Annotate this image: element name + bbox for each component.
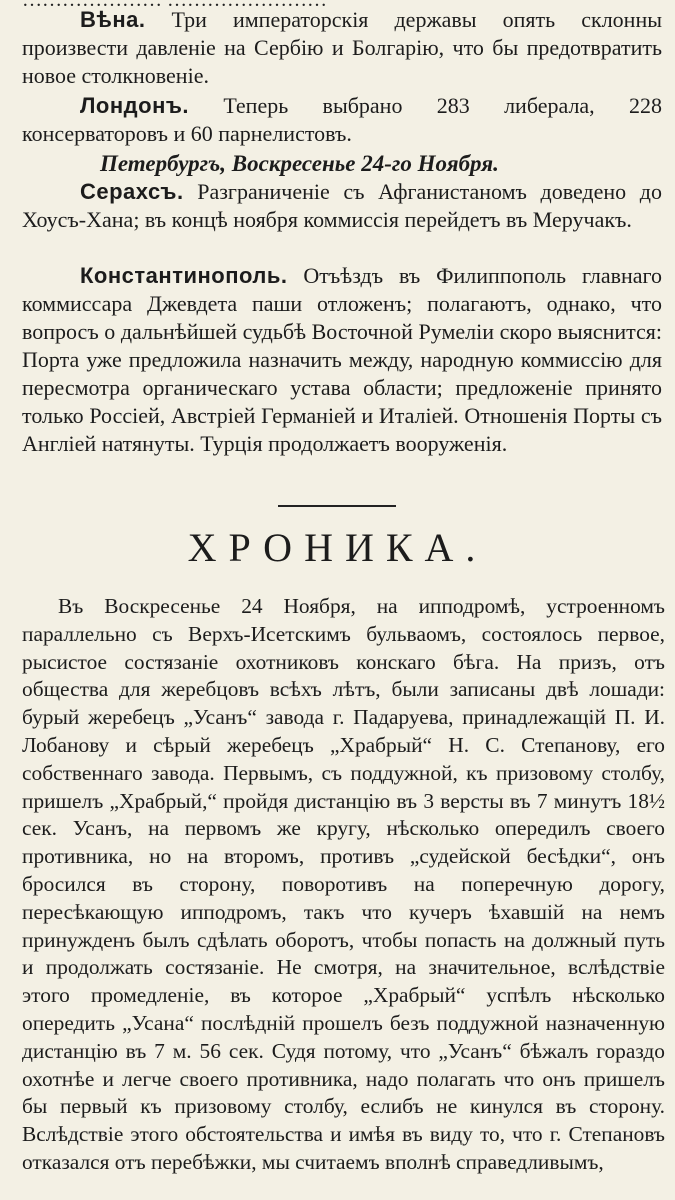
- news-text-vienna: Три императорскія державы опять склонны произвести давленіе на Сербію и Болгарію, что бы предотвратить новое столкновеніе.: [22, 7, 662, 88]
- cut-off-text-line: ………………… ……………………: [22, 0, 327, 11]
- news-item-vienna: [22, 6, 662, 90]
- chronicle-article: [22, 593, 665, 1177]
- place-name-constantinople: Константинополь.: [80, 263, 288, 288]
- place-name-serakhs: Серахсъ.: [80, 179, 184, 204]
- section-title-chronicle: ХРОНИКА.: [187, 525, 488, 570]
- news-item-serakhs: [22, 178, 662, 234]
- news-item-constantinople-text: [22, 262, 662, 458]
- news-text-constantinople: Отъѣздъ въ Филиппополь главнаго коммиссара Джевдета паши отложенъ; полагаютъ, однако, что вопросъ о дальнѣйшей судьбѣ Восточной Румеліи скоро выяснится: Порта уже предложила назначить между, народную коммиссію для пересмотра органическаго устава области; предложеніе принято только Россіей, Австріей Германіей и Италіей. Отношенія Порты съ Англіей натянуты. Турція продолжаетъ вооруженія.: [22, 263, 662, 456]
- news-item-constantinople: [22, 262, 662, 458]
- news-item-london: [22, 92, 662, 148]
- news-item-london-text: [22, 92, 662, 148]
- news-text-serakhs: Разграниченіе съ Афганистаномъ доведено до Хоусъ-Хана; въ концѣ ноября коммиссія перейдетъ въ Меручакъ.: [22, 179, 662, 232]
- place-name-london: Лондонъ.: [80, 93, 190, 118]
- news-text-london: Теперь выбрано 283 либерала, 228 консерваторовъ и 60 парнелистовъ.: [22, 93, 662, 146]
- chronicle-paragraph: Въ Воскресенье 24 Ноября, на ипподромѣ, устроенномъ параллельно съ Верхъ-Исетскимъ бульвaомъ, состоялось первое, рысистое состязаніе охотниковъ конскаго бѣга. На призъ, отъ общества для жеребцовъ всѣхъ лѣтъ, были записаны двѣ лошади: бурый жеребецъ „Усанъ“ завода г. Падаруева, принадлежащій П. И. Лобанову и сѣрый жеребецъ „Храбрый“ Н. С. Степанову, его собственнаго завода. Первымъ, съ поддужной, къ призовому столбу, пришелъ „Храбрый,“ пройдя дистанцію въ 3 версты въ 7 минутъ 18½ сек. Усанъ, на первомъ же кругу, нѣсколько опередилъ своего противника, но на второмъ, противъ „судейской бесѣдки“, онъ бросился въ сторону, поворотивъ на поперечную дорогу, пересѣкающую ипподромъ, такъ что кучеръ ѣхавшій на немъ принужденъ былъ сдѣлать оборотъ, чтобы попасть на должный путь и продолжать состязаніе. Не смотря, на значительное, вслѣдствіе этого промедленіе, въ которое „Храбрый“ успѣлъ нѣсколько опередить „Усана“ послѣдній прошелъ безъ поддужной назначенную дистанцію въ 7 м. 56 сек. Судя потому, что „Усанъ“ бѣжалъ гораздо охотнѣе и легче своего противника, надо полагать что онъ пришелъ бы первый къ призовому столбу, еслибъ не кинулся въ сторону. Вслѣдствіе этого обстоятельства и имѣя въ виду то, что г. Степановъ отказался отъ перебѣжки, мы считаемъ вполнѣ справедливымъ,: [22, 594, 665, 1174]
- dateline-petersburg: Петербургъ, Воскресенье 24-го Ноября.: [100, 151, 499, 176]
- news-item-vienna-text: [22, 6, 662, 90]
- section-divider: [278, 505, 396, 507]
- news-item-serakhs-text: [22, 178, 662, 234]
- place-name-vienna: Вѣна.: [80, 7, 146, 32]
